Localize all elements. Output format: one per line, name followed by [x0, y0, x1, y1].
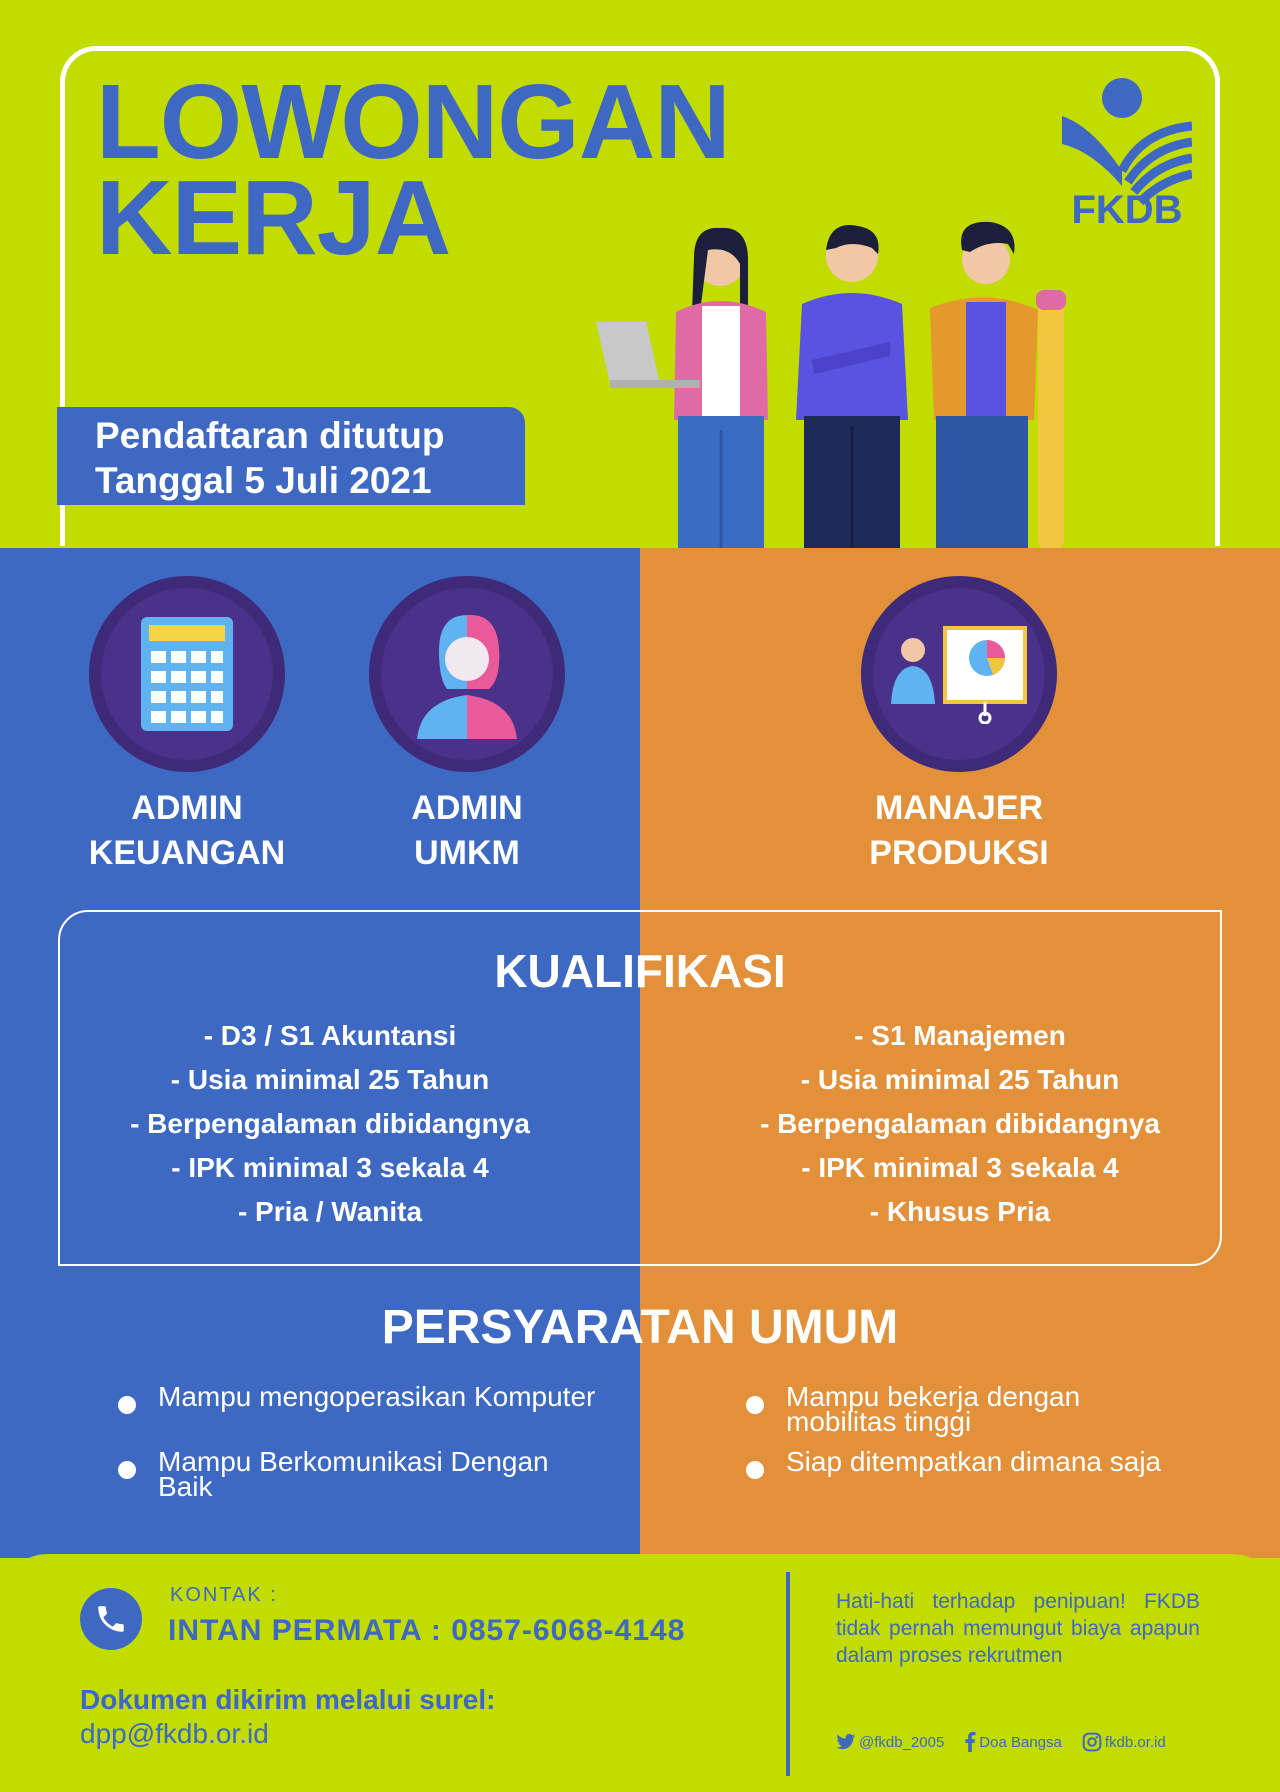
deadline-banner: [57, 407, 525, 505]
title-line-2: KERJA: [96, 159, 451, 277]
twitter-handle: @fkdb_2005: [859, 1733, 945, 1751]
deadline-line-1: Pendaftaran ditutup: [95, 415, 445, 456]
bullet-icon: [118, 1396, 136, 1414]
logo-text: FKDB: [1071, 188, 1183, 232]
role-label: [57, 786, 317, 876]
requirement-text: Mampu mengoperasikan Komputer: [158, 1381, 596, 1412]
facebook-handle: Doa Bangsa: [979, 1733, 1062, 1751]
role-manajer-produksi: [829, 576, 1089, 876]
list-item: - Berpengalaman dibidangnya: [760, 1108, 1160, 1139]
calculator-icon: [141, 617, 233, 731]
contact-phone[interactable]: INTAN PERMATA : 0857-6068-4148: [168, 1614, 686, 1647]
role-label-line1: ADMIN: [131, 789, 243, 827]
list-item: - Usia minimal 25 Tahun: [800, 1064, 1120, 1095]
role-circle: [89, 576, 285, 772]
list-item: - Khusus Pria: [869, 1196, 1051, 1227]
role-circle: [861, 576, 1057, 772]
document-label: Dokumen dikirim melalui surel:: [80, 1684, 496, 1715]
man-right-figure: [930, 222, 1066, 548]
social-links: [836, 1732, 1166, 1752]
requirements-title: PERSYARATAN UMUM: [381, 1301, 899, 1354]
role-circle-inner: [381, 588, 553, 760]
list-item: - Usia minimal 25 Tahun: [170, 1064, 490, 1095]
role-label-line2: KEUANGAN: [88, 834, 286, 872]
bullet-icon: [118, 1461, 136, 1479]
list-item: - Berpengalaman dibidangnya: [130, 1108, 530, 1139]
role-admin-keuangan: [57, 576, 317, 876]
role-circle-inner: [873, 588, 1045, 760]
man-middle-figure: [796, 225, 908, 548]
qualifications-left-list: [50, 1014, 610, 1234]
phone-icon: [80, 1588, 142, 1650]
phone-icon-svg: [94, 1602, 128, 1636]
bullet-icon: [746, 1396, 764, 1414]
title-line-1: LOWONGAN: [96, 63, 730, 181]
requirement-text: Siap ditempatkan dimana saja: [786, 1446, 1162, 1477]
list-item: - D3 / S1 Akuntansi: [203, 1020, 457, 1051]
person-icon: [407, 609, 527, 739]
role-label: [829, 786, 1089, 876]
list-item: - Pria / Wanita: [237, 1196, 423, 1227]
requirement-text: Mampu Berkomunikasi Dengan Baik: [158, 1446, 549, 1502]
list-item: - IPK minimal 3 sekala 4: [801, 1152, 1119, 1183]
deadline-line-2: Tanggal 5 Juli 2021: [95, 460, 432, 501]
list-item: - IPK minimal 3 sekala 4: [171, 1152, 489, 1183]
role-label: [337, 786, 597, 876]
role-label-line1: MANAJER: [874, 789, 1044, 827]
bullet-icon: [746, 1461, 764, 1479]
instagram-icon: [1082, 1732, 1102, 1752]
instagram-link[interactable]: [1082, 1732, 1166, 1752]
requirement-text: Mampu bekerja dengan mobilitas tinggi: [786, 1381, 1081, 1437]
role-label-line2: UMKM: [414, 834, 520, 872]
role-label-line1: ADMIN: [411, 789, 523, 827]
twitter-link[interactable]: [836, 1733, 944, 1751]
presentation-icon: [889, 624, 1029, 724]
instagram-handle: fkdb.or.id: [1104, 1733, 1166, 1751]
qualifications-right-list: [680, 1014, 1240, 1234]
facebook-link[interactable]: [964, 1732, 1062, 1752]
document-email-link[interactable]: dpp@fkdb.or.id: [80, 1718, 269, 1749]
twitter-icon: [836, 1733, 856, 1751]
list-item: - S1 Manajemen: [854, 1020, 1066, 1051]
role-admin-umkm: [337, 576, 597, 876]
facebook-icon: [964, 1732, 976, 1752]
woman-figure: [596, 228, 768, 548]
contact-label: KONTAK :: [170, 1584, 278, 1606]
role-circle: [369, 576, 565, 772]
fraud-warning: Hati-hati terhadap penipuan! FKDB tidak pernah memungut biaya apapun dalam proses rekrutmen: [836, 1590, 1200, 1667]
footer-divider: [786, 1572, 790, 1776]
people-illustration: [590, 220, 1100, 548]
qualifications-title: KUALIFIKASI: [494, 945, 786, 997]
role-label-line2: PRODUKSI: [869, 834, 1049, 872]
role-circle-inner: [101, 588, 273, 760]
